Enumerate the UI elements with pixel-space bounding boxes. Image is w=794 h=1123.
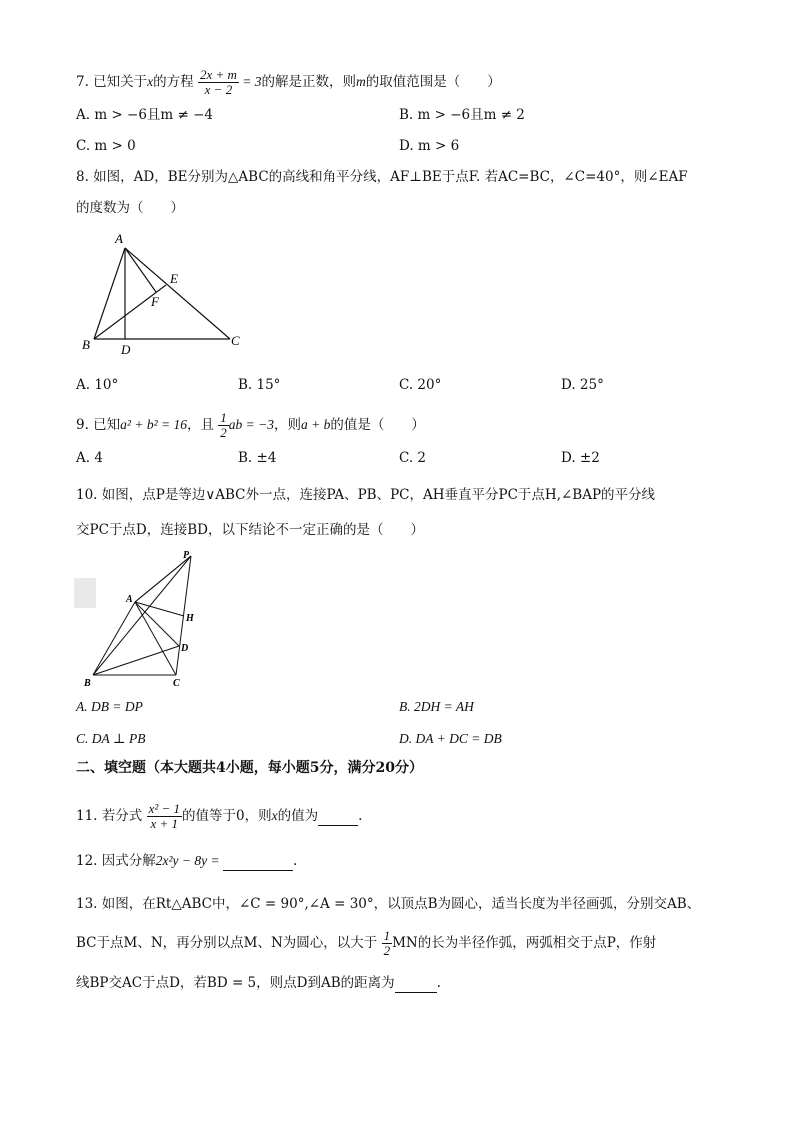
q7-eq: = 3 (238, 74, 262, 89)
q9-fraction (218, 411, 229, 440)
q11-prefix: 11. 若分式 (76, 808, 143, 824)
q10-option-c[interactable]: C. DA ⊥ PB (76, 731, 146, 746)
q7-option-b[interactable]: B. m > −6且m ≠ 2 (399, 107, 525, 123)
q9-option-c[interactable]: C. 2 (399, 450, 427, 466)
q12-end: . (293, 853, 298, 869)
q12-prefix: 12. 因式分解 (76, 853, 156, 869)
q7-var2: m (356, 74, 366, 89)
q13-line2-b: MN的长为半径作弧，两弧相交于点P，作射 (392, 935, 657, 951)
q10-label-h: H (186, 613, 194, 624)
q8-label-c: C (231, 333, 240, 348)
q8-option-a[interactable]: A. 10° (76, 377, 119, 393)
q13-stem-line1: 13. 如图，在Rt△ABC中，∠C = 90°,∠A = 30°，以顶点B为圆心，适当长度为半径画弧，分别交AB、 (76, 896, 701, 912)
q9-expr: a + b (301, 417, 331, 432)
q10-label-p: P (183, 550, 190, 561)
q8-label-f: F (151, 294, 159, 309)
q7-tail: 的取值范围是（ ） (365, 74, 501, 90)
q10-seg-bp (93, 556, 191, 675)
q11-mid: 的值等于0，则 (182, 808, 272, 824)
q10-label-d: D (181, 643, 189, 654)
q8-label-a: A (115, 231, 123, 246)
q10-seg-ac (135, 602, 176, 675)
q10-seg-ap2 (135, 556, 191, 602)
q13-end: . (436, 975, 441, 991)
q11-end: . (358, 808, 363, 824)
q8-option-c[interactable]: C. 20° (399, 377, 442, 393)
q11-frac-num: x² − 1 (148, 801, 181, 816)
q10-label-c: C (173, 678, 180, 689)
q9-frac-num: 1 (220, 410, 227, 425)
q13-stem-line2 (76, 929, 656, 958)
q10-option-a[interactable]: A. DB = DP (76, 699, 143, 714)
q8-seg-af (125, 248, 156, 292)
q9-frac-den: 2 (220, 425, 227, 440)
q13-answer-blank[interactable] (395, 974, 437, 993)
q8-stem-line2: 的度数为（ ） (76, 200, 184, 216)
q9-stem (76, 411, 425, 440)
q7-frac-den: x − 2 (204, 82, 233, 97)
q10-figure (80, 546, 210, 690)
q10-option-b[interactable]: B. 2DH = AH (399, 699, 474, 714)
q9-tail: 的值是（ ） (330, 417, 425, 433)
q10-seg-ba (93, 602, 135, 675)
q8-option-b[interactable]: B. 15° (238, 377, 281, 393)
q7-option-c[interactable]: C. m > 0 (76, 138, 136, 154)
q9-mid: ，且 (187, 417, 214, 433)
q9-option-a[interactable]: A. 4 (76, 450, 103, 466)
q8-seg-ac (125, 248, 230, 339)
q13-line3: 线BP交AC于点D，若BD = 5，则点D到AB的距离为 (76, 975, 395, 991)
q8-figure (78, 228, 248, 358)
q9-prefix: 9. 已知 (76, 417, 121, 433)
q8-option-d[interactable]: D. 25° (561, 377, 604, 393)
q12-answer-blank[interactable] (223, 852, 293, 871)
q8-seg-ab (94, 248, 125, 339)
q7-suffix: 的解是正数，则 (261, 74, 357, 90)
q12-stem (76, 852, 297, 871)
q10-stem-line2: 交PC于点D，连接BD，以下结论不一定正确的是（ ） (76, 522, 424, 538)
q11-stem (76, 802, 362, 831)
q13-fraction (382, 929, 393, 958)
q12-expr: 2x²y − 8y = (155, 853, 224, 868)
section2-title: 二、填空题（本大题共4小题，每小题5分，满分20分） (76, 760, 423, 776)
q9-eq2: ab = −3 (228, 417, 275, 432)
q10-option-d[interactable]: D. DA + DC = DB (399, 731, 502, 746)
q9-suffix: ，则 (274, 417, 302, 433)
q11-tail: 的值为 (277, 808, 319, 824)
q7-prefix: 7. 已知关于 (76, 74, 148, 90)
q11-fraction (147, 802, 182, 831)
q10-seg-bd (93, 646, 179, 675)
q8-label-d: D (121, 342, 131, 357)
q10-label-a: A (126, 594, 133, 605)
q11-var: x (271, 808, 278, 823)
q9-option-b[interactable]: B. ±4 (238, 450, 277, 466)
q7-option-d[interactable]: D. m > 6 (399, 138, 460, 154)
q8-label-e: E (170, 271, 178, 286)
q13-line2-a: BC于点M、N，再分别以点M、N为圆心，以大于 (76, 935, 378, 951)
q13-stem-line3 (76, 974, 441, 993)
q11-answer-blank[interactable] (318, 807, 358, 826)
q9-option-d[interactable]: D. ±2 (561, 450, 600, 466)
q13-frac-num: 1 (383, 928, 391, 943)
q8-label-b: B (82, 337, 90, 352)
q7-mid: 的方程 (153, 74, 194, 90)
q7-frac-num: 2x + m (199, 67, 237, 82)
q13-frac-den: 2 (383, 943, 391, 958)
q11-frac-den: x + 1 (150, 816, 179, 831)
q10-stem-line1: 10. 如图，点P是等边∨ABC外一点，连接PA、PB、PC，AH垂直平分PC于点H,∠BAP的平分线 (76, 487, 656, 503)
q7-fraction (198, 68, 239, 97)
q9-eq1: a² + b² = 16 (120, 417, 187, 432)
q7-option-a[interactable]: A. m > −6且m ≠ −4 (76, 107, 214, 123)
q7-var: x (147, 74, 154, 89)
q7-stem (76, 68, 501, 97)
q8-stem-line1: 8. 如图，AD，BE分别为△ABC的高线和角平分线，AF⊥BE于点F. 若AC=BC，∠C=40°，则∠EAF (76, 169, 688, 185)
q10-label-b: B (84, 678, 91, 689)
